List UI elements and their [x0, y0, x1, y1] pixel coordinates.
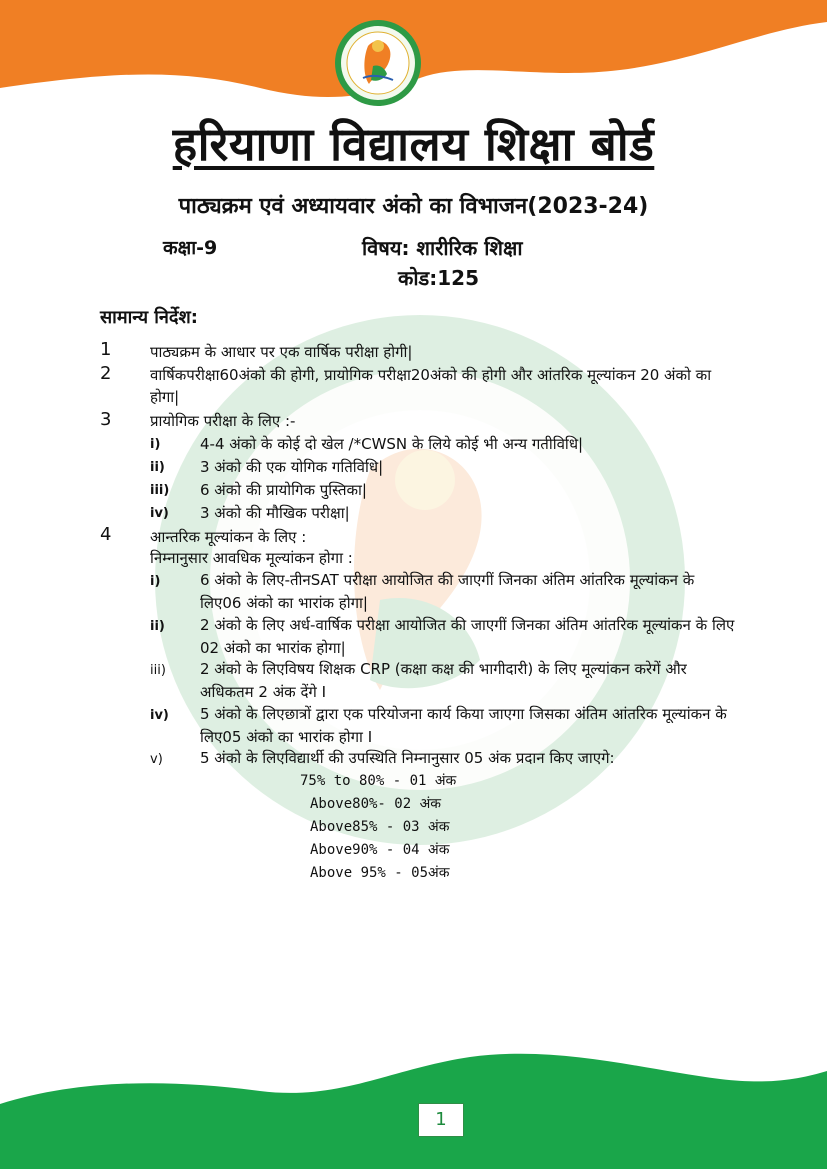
item-number: 1: [100, 339, 112, 360]
sub-item-text: 6 अंको की प्रायोगिक पुस्तिका|: [200, 481, 367, 499]
attendance-line: Above 95% - 05अंक: [310, 865, 450, 881]
sub-item-number: ii): [150, 619, 165, 634]
page-number: 1: [418, 1103, 464, 1137]
subject-label: विषय: शारीरिक शिक्षा: [362, 236, 523, 260]
attendance-line: Above90% - 04 अंक: [310, 842, 450, 858]
item-text: आन्तरिक मूल्यांकन के लिए :: [150, 528, 307, 546]
sub-item-text: 2 अंको के लिएविषय शिक्षक CRP (कक्षा कक्ष की भागीदारी) के लिए मूल्यांकन करेगें और अधिकतम 2 अंक देंगे I: [200, 660, 687, 701]
sub-item-text: 4-4 अंको के कोई दो खेल /*CWSN के लिये कोई भी अन्य गतीविधि|: [200, 435, 584, 453]
item-number: 4: [100, 524, 112, 545]
sub-item-number: iv): [150, 506, 169, 521]
syllabus-subtitle: पाठ्यक्रम एवं अध्यायवार अंको का विभाजन(2023-24): [178, 194, 649, 219]
item-text: प्रायोगिक परीक्षा के लिए :-: [150, 412, 296, 430]
code-label: कोड:125: [398, 266, 479, 290]
item-text: वार्षिकपरीक्षा60अंको की होगी, प्रायोगिक परीक्षा20अंको की होगी और आंतरिक मूल्यांकन 20 अंको का होगा|: [150, 366, 712, 406]
sub-item-text: 5 अंको के लिएविद्यार्थी की उपस्थिति निम्नानुसार 05 अंक प्रदान किए जाएगे:: [200, 749, 615, 767]
sub-item-number: i): [150, 574, 161, 589]
item4-intro: निम्नानुसार आवधिक मूल्यांकन होगा :: [150, 549, 353, 567]
attendance-line: Above80%- 02 अंक: [310, 796, 442, 812]
board-title: हरियाणा विद्यालय शिक्षा बोर्ड: [172, 117, 655, 171]
sub-item-text: 3 अंको की एक योगिक गतिविधि|: [200, 458, 384, 476]
general-instructions-heading: सामान्य निर्देश:: [100, 307, 198, 328]
sub-item-text: 3 अंको की मौखिक परीक्षा|: [200, 504, 350, 522]
attendance-line: Above85% - 03 अंक: [310, 819, 450, 835]
sub-item-number: i): [150, 437, 161, 452]
sub-item-text: 6 अंको के लिए-तीनSAT परीक्षा आयोजित की जाएगीं जिनका अंतिम आंतरिक मूल्यांकन के लिए06 अंको का भारांक होगा|: [200, 571, 695, 612]
sub-item-number: v): [150, 752, 163, 767]
sub-item-text: 2 अंको के लिए अर्ध-वार्षिक परीक्षा आयोजित की जाएगीं जिनका अंतिम आंतरिक मूल्यांकन के लिए 02 अंको का भारांक होगा|: [200, 616, 735, 657]
item-text: पाठ्यक्रम के आधार पर एक वार्षिक परीक्षा होगी|: [150, 343, 413, 361]
attendance-line: 75% to 80% - 01 अंक: [300, 773, 457, 789]
sub-item-number: iii): [150, 483, 170, 498]
board-logo: [333, 18, 423, 108]
class-label: कक्षा-9: [163, 237, 218, 259]
bottom-green-wave: [0, 1049, 827, 1169]
item-number: 2: [100, 363, 112, 384]
sub-item-number: ii): [150, 460, 165, 475]
sub-item-number: iii): [150, 663, 166, 678]
sub-item-text: 5 अंको के लिएछात्रों द्वारा एक परियोजना कार्य किया जाएगा जिसका अंतिम आंतरिक मूल्यांकन के लिए05 अंको का भारांक होगा I: [200, 705, 727, 746]
sub-item-number: iv): [150, 708, 169, 723]
item-number: 3: [100, 409, 112, 430]
